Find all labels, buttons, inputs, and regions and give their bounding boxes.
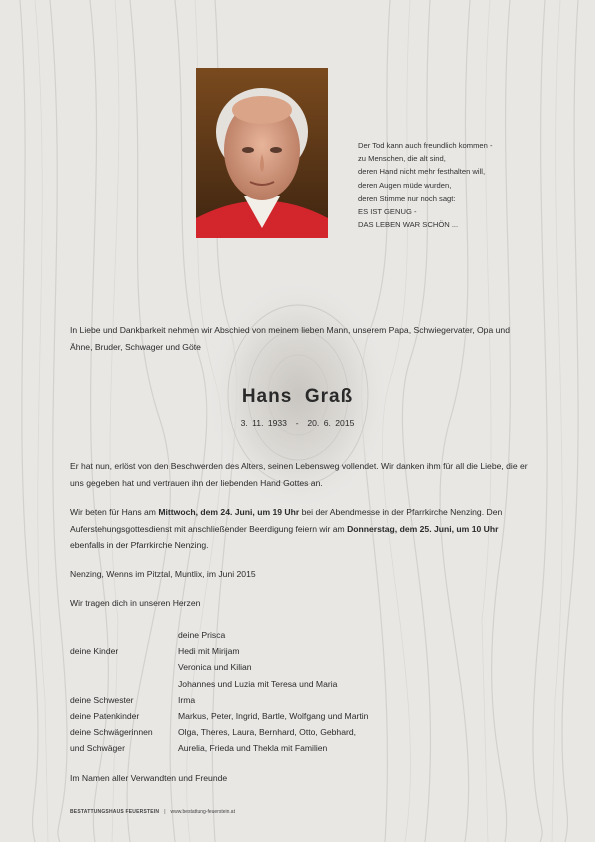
mourner-row <box>70 627 530 643</box>
relation: und Schwäger <box>70 743 125 754</box>
mourner-row <box>70 692 530 708</box>
poem-line: deren Stimme nur noch sagt: <box>358 193 456 203</box>
poem-line: zu Menschen, die alt sind, <box>358 154 446 164</box>
life-dates: 3. 11. 1933 - 20. 6. 2015 <box>240 418 355 428</box>
mourners-list <box>70 627 530 757</box>
portrait-photo <box>196 68 328 238</box>
poem-line: Der Tod kann auch freundlich kommen - <box>358 141 493 150</box>
intro-text: In Liebe und Dankbarkeit nehmen wir Abschied von meinem lieben Mann, unserem Papa, Schwiegervater, Opa und Ähne, Bruder, Schwager und Göte <box>70 325 510 352</box>
paragraph-services <box>70 504 530 554</box>
mourner-row <box>70 708 530 724</box>
footer-separator: | <box>164 809 166 815</box>
paragraph-farewell: Er hat nun, erlöst von den Beschwerden des Alters, seinen Lebensweg vollendet. Wir danken ihm für all die Liebe, die er uns gegeben hat und vertrauen ihn der liebenden Hand Gottes an. <box>70 461 528 488</box>
footer <box>70 809 235 815</box>
relation: deine Patenkinder <box>70 711 140 722</box>
names: deine Prisca <box>178 630 226 640</box>
poem-line: DAS LEBEN WAR SCHÖN ... <box>358 220 459 230</box>
names: Johannes und Luzia mit Teresa und Maria <box>178 678 338 689</box>
relation <box>70 676 178 692</box>
mourner-row <box>70 724 530 740</box>
names: Aurelia, Frieda und Thekla mit Familien <box>178 743 328 754</box>
funeral-home-url[interactable]: www.bestattung-feuerstein.at <box>170 809 235 815</box>
names: Hedi mit Mirijam <box>178 646 240 657</box>
services-text: ebenfalls in der Pfarrkirche Nenzing. <box>70 540 209 550</box>
relation <box>70 627 178 643</box>
services-text: Wir beten für Hans am <box>70 507 159 517</box>
poem <box>358 139 558 231</box>
poem-line: ES IST GENUG - <box>358 207 417 217</box>
carry-line: Wir tragen dich in unseren Herzen <box>70 598 201 608</box>
mourner-row <box>70 740 530 756</box>
relation <box>70 659 178 675</box>
evening-mass-date: Mittwoch, dem 24. Juni, um 19 Uhr <box>158 507 300 517</box>
place-date: Nenzing, Wenns im Pitztal, Muntlix, im Juni 2015 <box>70 569 256 579</box>
funeral-date: Donnerstag, dem 25. Juni, um 10 Uhr <box>347 523 499 534</box>
names: Olga, Theres, Laura, Bernhard, Otto, Gebhard, <box>178 727 357 738</box>
mourner-row <box>70 643 530 659</box>
closing-line: Im Namen aller Verwandten und Freunde <box>70 773 228 783</box>
services-text: bei der Abendmesse in der Pfarrkirche Nenzing. Den Auferstehungsgottesdienst mit anschließender Beerdigung feiern wir am <box>70 507 503 534</box>
relation: deine Schwester <box>70 694 134 705</box>
relation: deine Kinder <box>70 646 119 657</box>
funeral-home-name: BESTATTUNGSHAUS FEUERSTEIN <box>70 809 160 815</box>
poem-line: deren Hand nicht mehr festhalten will, <box>358 167 486 177</box>
poem-line: deren Augen müde wurden, <box>358 180 452 190</box>
relation: deine Schwägerinnen <box>70 727 153 738</box>
names: Veronica und Kilian <box>178 662 252 673</box>
deceased-name: Hans Graß <box>241 386 354 407</box>
mourner-row <box>70 676 530 692</box>
names: Markus, Peter, Ingrid, Bartle, Wolfgang und Martin <box>178 711 369 722</box>
mourner-row <box>70 659 530 675</box>
names: Irma <box>178 694 196 705</box>
